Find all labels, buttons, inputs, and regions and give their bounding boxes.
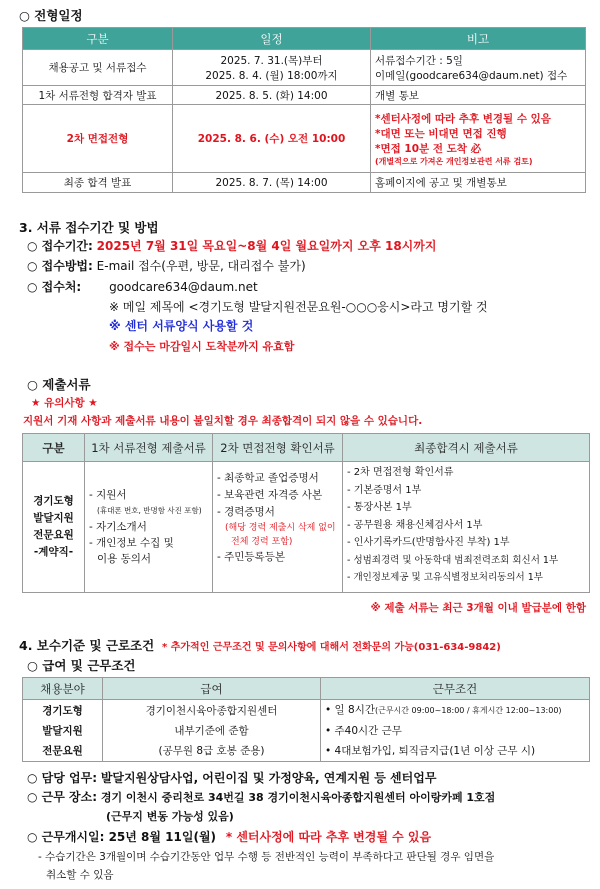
method-line: ○ 접수방법: E-mail 접수(우편, 방문, 대리접수 불가): [27, 259, 306, 273]
pay-header-conditions: 근무조건: [321, 678, 590, 700]
pay-heading: ○ 급여 및 근무조건: [27, 658, 136, 673]
schedule-row2-note: 개별 통보: [371, 86, 586, 105]
warning-text: 지원서 기재 사항과 제출서류 내용이 불일치할 경우 최종합격이 되지 않을 수 있습니다.: [23, 415, 423, 427]
form-note: ※ 센터 서류양식 사용할 것: [109, 319, 254, 333]
schedule-row4-date: 2025. 8. 7. (목) 14:00: [173, 173, 371, 193]
section3-title: 3. 서류 접수기간 및 방법: [19, 220, 159, 235]
pay-salary: 경기이천시육아종합지원센터 내부기준에 준함 (공무원 8급 호봉 준용): [103, 700, 321, 762]
docs-heading: ○ 제출서류: [27, 377, 91, 392]
warning-title: ★ 유의사항 ★: [31, 397, 98, 409]
docs-header-final: 최종합격시 제출서류: [343, 434, 590, 462]
schedule-row4-type: 최종 합격 발표: [23, 173, 173, 193]
documents-table: [22, 433, 590, 593]
pay-field: 경기도형 발달지원 전문요원: [23, 700, 103, 762]
section4-title-line: 4. 보수기준 및 근로조건 * 추가적인 근무조건 및 문의사항에 대해서 전화문의 가능(031-634-9842): [19, 638, 501, 653]
docs-second-list: - 최종학교 졸업증명서 - 보육관련 자격증 사본 - 경력증명서 (해당 경력 제출시 삭제 없이 전체 경력 포함) - 주민등록등본: [213, 462, 343, 593]
schedule-row2-date: 2025. 8. 5. (화) 14:00: [173, 86, 371, 105]
duty-line: ○ 담당 업무: 발달지원상담사업, 어린이집 및 가정양육, 연계지원 등 센터업무: [27, 771, 437, 785]
mail-title-note: ※ 메일 제목에 <경기도형 발달지원전문요원-○○○응시>라고 명기할 것: [109, 300, 488, 314]
pay-header-salary: 급여: [103, 678, 321, 700]
schedule-header-type: 구분: [23, 28, 173, 50]
schedule-heading: ○ 전형일정: [19, 8, 83, 23]
docs-header-second: 2차 면접전형 확인서류: [213, 434, 343, 462]
schedule-row1-type: 채용공고 및 서류접수: [23, 50, 173, 86]
workplace-line: ○ 근무 장소: 경기 이천시 중리천로 34번길 38 경기이천시육아종합지원센터 아이랑카페 1호점: [27, 790, 496, 804]
probation-line1: - 수습기간은 3개월이며 수습기간동안 업무 수행 등 전반적인 능력이 부족하다고 판단될 경우 임면을: [38, 851, 495, 863]
docs-header-category: 구분: [23, 434, 85, 462]
docs-first-list: - 지원서 (휴대폰 번호, 반명함 사진 포함) - 자기소개서 - 개인정보 수집 및 이용 동의서: [85, 462, 213, 593]
schedule-row3-type: 2차 면접전형: [23, 105, 173, 173]
schedule-row3-date: 2025. 8. 6. (수) 오전 10:00: [173, 105, 371, 173]
deadline-note: ※ 접수는 마감일시 도착분까지 유효함: [109, 340, 295, 353]
period-line: ○ 접수기간: 2025년 7월 31일 목요일~8월 4일 월요일까지 오후 18시까지: [27, 239, 437, 253]
schedule-row3-note: *센터사정에 따라 추후 변경될 수 있음 *대면 또는 비대면 면접 진행 *면접 10분 전 도착 必 (개별적으로 가져온 개인정보관련 서류 검토): [371, 105, 586, 173]
docs-header-first: 1차 서류전형 제출서류: [85, 434, 213, 462]
schedule-row1-date: 2025. 7. 31.(목)부터 2025. 8. 4. (월) 18:00까지: [173, 50, 371, 86]
schedule-row2-type: 1차 서류전형 합격자 발표: [23, 86, 173, 105]
schedule-row1-note: 서류접수기간 : 5일 이메일(goodcare634@daum.net) 접수: [371, 50, 586, 86]
pay-header-field: 채용분야: [23, 678, 103, 700]
docs-final-list: - 2차 면접전형 확인서류 - 기본증명서 1부 - 통장사본 1부 - 공무원용 채용신체검사서 1부 - 인사기록카드(반명함사진 부착) 1부 - 성범죄경력 및 아동학대 범죄전력조회 회신서 1부 - 개인정보제공 및 고유식별정보처리동의서 1부: [343, 462, 590, 593]
docs-category: 경기도형 발달지원 전문요원 -계약직-: [23, 462, 85, 593]
schedule-header-note: 비고: [371, 28, 586, 50]
pay-table: [22, 677, 590, 762]
schedule-table: [22, 27, 586, 193]
probation-line2: 취소할 수 있음: [46, 869, 114, 881]
place-line: ○ 접수처: goodcare634@daum.net: [27, 280, 258, 294]
workplace-note: (근무지 변동 가능성 있음): [106, 810, 234, 823]
docs-footnote: ※ 제출 서류는 최근 3개월 이내 발급분에 한함: [370, 602, 586, 614]
schedule-header-date: 일정: [173, 28, 371, 50]
pay-conditions: • 일 8시간(근무시간 09:00~18:00 / 휴게시간 12:00~13:00) • 주40시간 근무 • 4대보험가입, 퇴직금지급(1년 이상 근무 시): [321, 700, 590, 762]
start-date-line: ○ 근무개시일: 25년 8월 11일(월) * 센터사정에 따라 추후 변경될 수 있음: [27, 830, 432, 844]
schedule-row4-note: 홈페이지에 공고 및 개별통보: [371, 173, 586, 193]
